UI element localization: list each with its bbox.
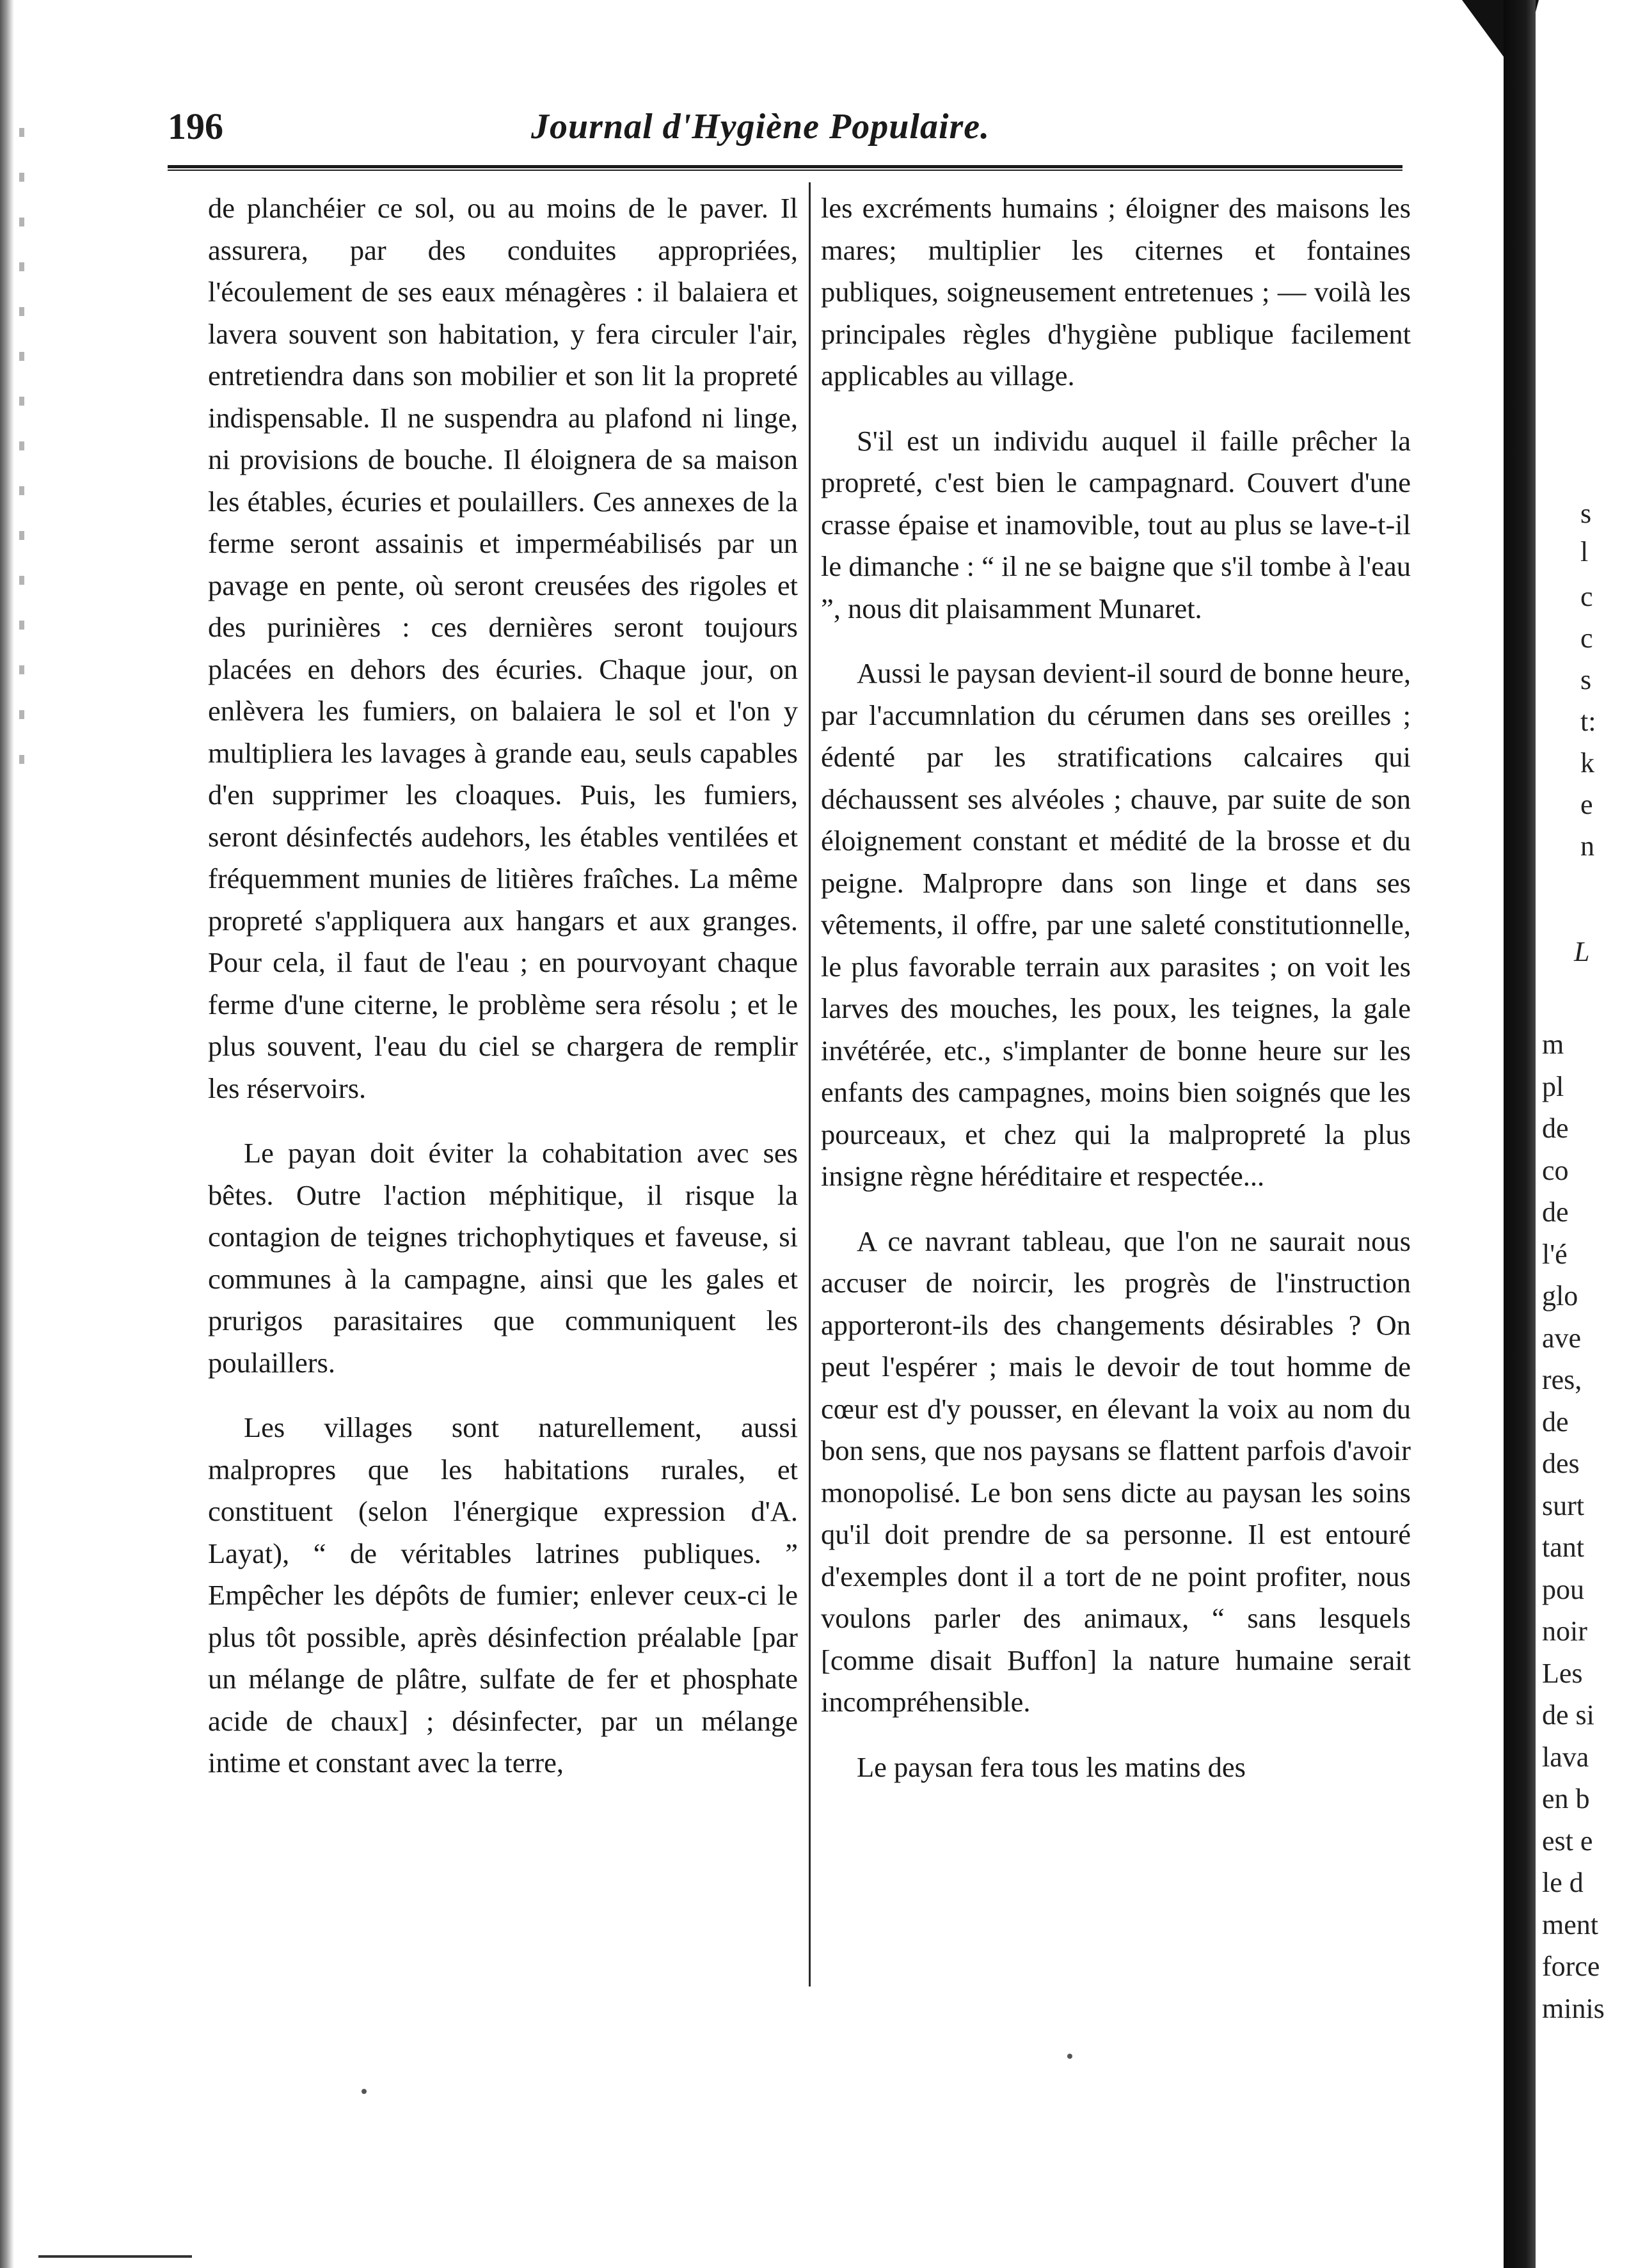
- next-page-fragment: force: [1542, 1951, 1600, 1982]
- paragraph: Aussi le paysan devient-il sourd de bonne heure, par l'accumnlation du cérumen dans ses oreilles ; édenté par les stratifications calcaires qui déchaussent ses alvéoles ; chauve, par suite de son éloignement constant et médité de la brosse et du peigne. Malpropre dans son linge et dans ses vêtements, il offre, par une saleté constitutionnelle, le plus favorable terrain aux parasites ; on voit les larves des mouches, les poux, les teignes, la gale invétérée, etc., s'implanter de bonne heure sur les enfants des campagnes, moins bien soignés que les pourceaux, et chez qui la malpropreté la plus insigne règne héréditaire et respectée...: [821, 657, 1411, 1192]
- binding-marks: [19, 128, 24, 768]
- column-divider: [809, 182, 811, 1986]
- next-page-fragment: L: [1574, 936, 1590, 967]
- paragraph: A ce navrant tableau, que l'on ne saurait nous accuser de noircir, les progrès de l'instruction apporteront-ils des changements désirables ? On peut l'espérer ; mais le devoir de tout homme de cœur est d'y pousser, en élevant la voix au nom du bon sens, que nos paysans se flattent parfois d'avoir monopolisé. Le bon sens dicte au paysan les soins qu'il doit prendre de sa personne. Il est entouré d'exemples dont il a tort de ne point profiter, nous voulons parler des animaux, “ sans lesquels [comme disait Buffon] la nature humaine serait incompréhensible.: [821, 1225, 1411, 1718]
- left-column: [208, 187, 798, 1807]
- next-page-fragment: s: [1580, 498, 1592, 529]
- next-page-fragment: minis: [1542, 1992, 1605, 2024]
- next-page-fragment: noir: [1542, 1615, 1587, 1647]
- running-title: Journal d'Hygiène Populaire.: [531, 107, 990, 147]
- next-page-fragment: s: [1580, 664, 1592, 695]
- next-page-fragment: de: [1542, 1196, 1569, 1228]
- page-number: 196: [168, 106, 223, 147]
- header-rule: [168, 165, 1403, 171]
- right-column: [821, 187, 1411, 1811]
- paragraph: Le payan doit éviter la cohabitation avec ses bêtes. Outre l'action méphitique, il risque la contagion de teignes trichophytiques et faveuse, si communes à la campagne, ainsi que les gales et prurigos parasitaires que communiquent les poulaillers.: [208, 1137, 798, 1379]
- next-page-fragment: m: [1542, 1029, 1564, 1060]
- next-page-fragment: surt: [1542, 1489, 1584, 1521]
- next-page-fragment: tant: [1542, 1532, 1584, 1563]
- next-page-fragment: le d: [1542, 1867, 1584, 1898]
- next-page-fragment: lava: [1542, 1741, 1589, 1773]
- bottom-edge-mark: [38, 2255, 192, 2258]
- next-page-fragment: de si: [1542, 1699, 1594, 1731]
- next-page-fragment: en b: [1542, 1783, 1590, 1814]
- next-page-fragment: c: [1580, 623, 1593, 654]
- next-page-fragment: co: [1542, 1154, 1569, 1186]
- next-page-fragment: c: [1580, 581, 1593, 612]
- next-page-fragment: des: [1542, 1448, 1580, 1479]
- paragraph: S'il est un individu auquel il faille prêcher la propreté, c'est bien le campagnard. Couvert d'une crasse épaise et inamovible, tout au plus se lave-t-il le dimanche : “ il ne se baigne que s'il tombe à l'eau ”, nous dit plaisamment Munaret.: [821, 424, 1411, 624]
- next-page-fragment: Les: [1542, 1657, 1583, 1689]
- next-page-fragment: de: [1542, 1406, 1569, 1438]
- next-page-fragment: e: [1580, 789, 1593, 820]
- next-page-fragment: pou: [1542, 1573, 1584, 1605]
- next-page-fragment: t:: [1580, 706, 1596, 737]
- next-page-fragment: n: [1580, 830, 1594, 862]
- next-page-fragment: res,: [1542, 1364, 1582, 1395]
- paragraph: les excréments humains ; éloigner des maisons les mares; multiplier les citernes et fontaines publiques, soigneusement entretenues ; — voilà les principales règles d'hygiène publique facilement applicables au village.: [821, 192, 1411, 392]
- binding-shadow: [0, 0, 14, 2268]
- next-page-fragment: k: [1580, 747, 1594, 779]
- paragraph: Les villages sont naturellement, aussi malpropres que les habitations rurales, et constituent (selon l'énergique expression d'A. Layat), “ de véritables latrines publiques. ” Empêcher les dépôts de fumier; enlever ceux-ci le plus tôt possible, après désinfection préalable [par un mélange de plâtre, sulfate de fer et phosphate acide de chaux] ; désinfecter, par un mélange intime et constant avec la terre,: [208, 1411, 798, 1779]
- next-page-fragment: l'é: [1542, 1238, 1568, 1270]
- next-page-fragment: pl: [1542, 1070, 1564, 1102]
- paragraph: de planchéier ce sol, ou au moins de le paver. Il assurera, par des conduites appropriées, l'écoulement de ses eaux ménagères : il balaiera et lavera souvent son habitation, y fera circuler l'air, entretiendra dans son mobilier et son lit la propreté indispensable. Il ne suspendra au plafond ni linge, ni provisions de bouche. Il éloignera de sa maison les étables, écuries et poulaillers. Ces annexes de la ferme seront assainis et imperméabilisés par un pavage en pente, où seront creusées des rigoles et des purinières : ces dernières seront toujours placées en dehors des écuries. Chaque jour, on enlèvera les fumiers, on balaiera le sol et l'on y multipliera les lavages à grande eau, seuls capables d'en supprimer les cloaques. Puis, les fumiers, seront désinfectés audehors, les étables ventilées et fréquemment munies de litières fraîches. La même propreté s'appliquera aux hangars et aux granges. Pour cela, il faut de l'eau ; en pourvoyant chaque ferme d'une citerne, le problème sera résolu ; et le plus souvent, l'eau du ciel se chargera de remplir les réservoirs.: [208, 192, 798, 1104]
- next-page-strip: [1542, 0, 1629, 2268]
- next-page-fragment: de: [1542, 1113, 1569, 1144]
- next-page-fragment: l: [1580, 536, 1589, 567]
- ink-speck: [1067, 2054, 1072, 2059]
- binding-bar: [1504, 0, 1536, 2268]
- next-page-fragment: glo: [1542, 1280, 1578, 1312]
- next-page-fragment: ave: [1542, 1322, 1582, 1354]
- ink-speck: [362, 2089, 367, 2094]
- next-page-fragment: ment: [1542, 1908, 1598, 1940]
- paragraph: Le paysan fera tous les matins des: [857, 1750, 1246, 1783]
- next-page-fragment: est e: [1542, 1825, 1593, 1857]
